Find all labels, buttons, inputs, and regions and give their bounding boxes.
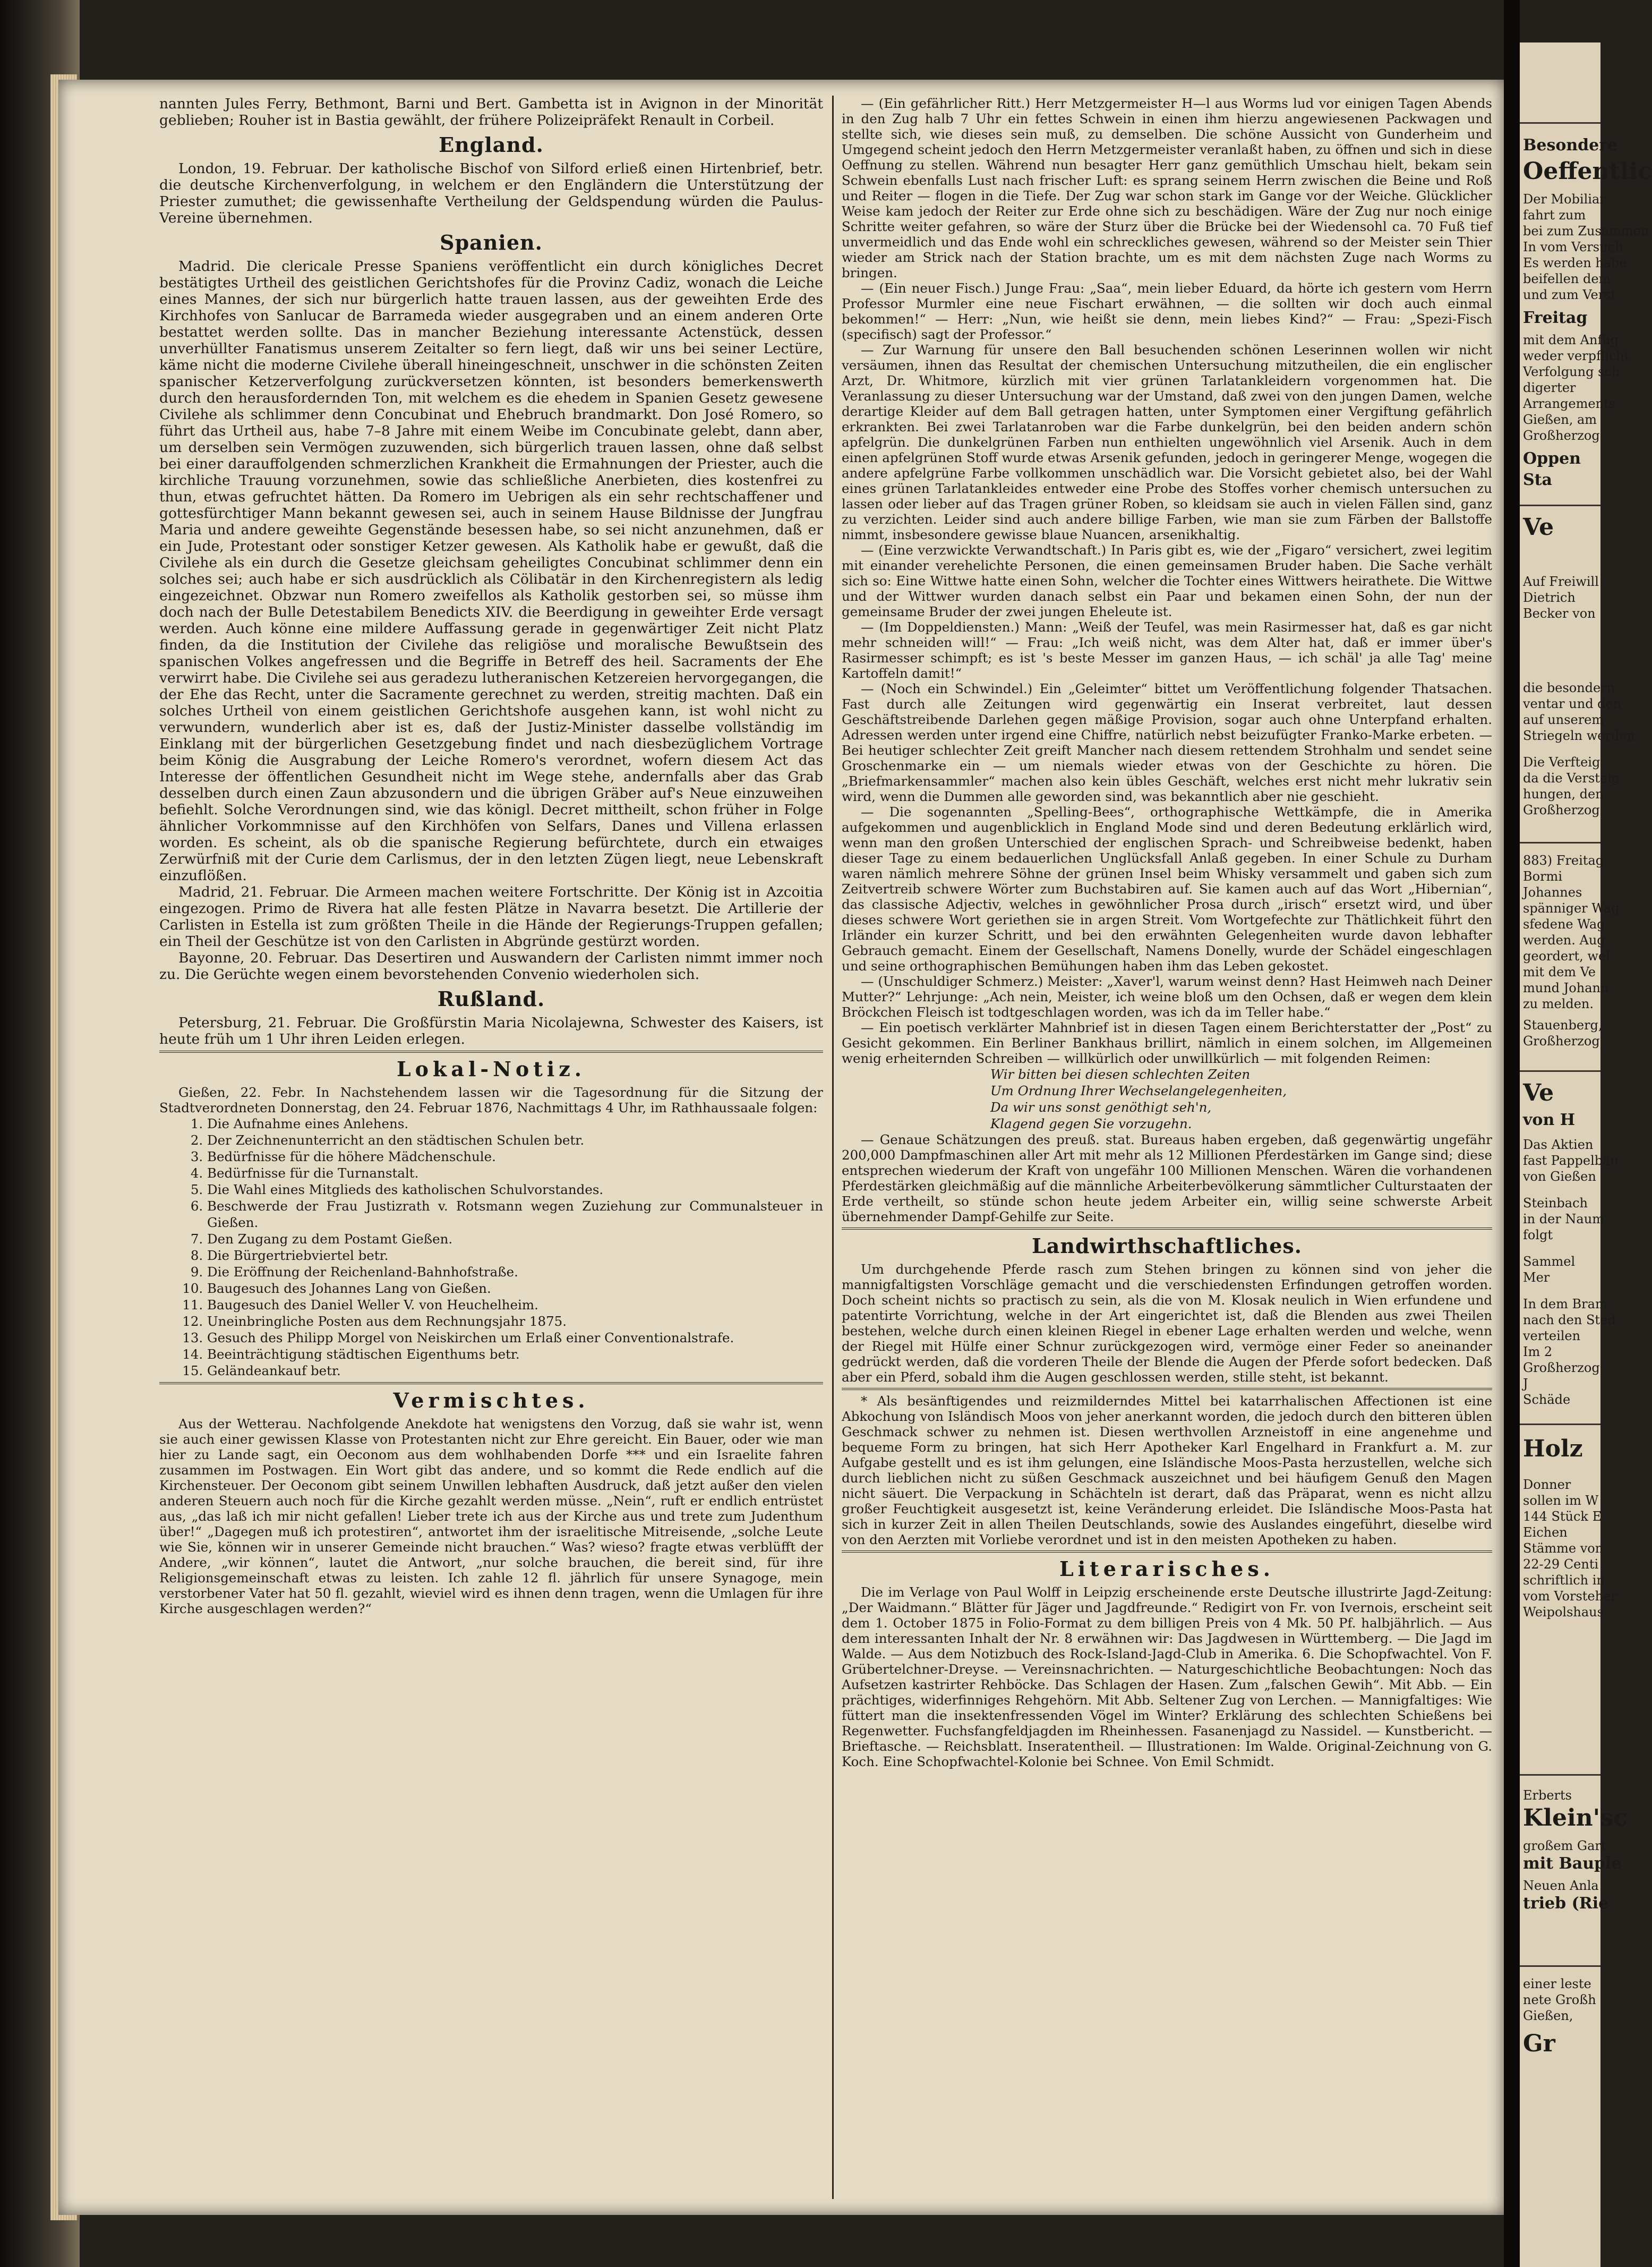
landwirthschaftliches-article: Um durchgehende Pferde rasch zum Stehen bringen zu können sind von jeher die mannigfaltigsten Vorschläge gemacht und die verschiedensten Erfindungen getroffen worden. Doch scheint nichts so practisch zu sein, als die von M. Klosak neulich in Wien erfundene und patentirte Vorrichtung, welche in der Art eingerichtet ist, daß die Blenden aus zwei Theilen bestehen, welche durch einen kleinen Riegel in ebener Lage erhalten werden und welche, wenn der Riegel mit Hülfe einer Schnur zurückgezogen wird, vermöge einer Feder so aneinander gedrückt werden, daß die vorderen Theile der Blende die Augen der Pferde sofort bedecken. Daß aber ein Pferd, sobald ihm die Augen geschlossen werden, stille steht, ist bekannt. bbox=[842, 1262, 1492, 1385]
vermischtes-article: Aus der Wetterau. Nachfolgende Anekdote hat wenigstens den Vorzug, daß sie wahr ist, wenn sie auch einer gewissen Klasse von Protestanten nicht zur Ehre gereicht. Ein Bauer, oder wie man hier zu Lande sagt, ein Oeconom aus dem wohlhabenden Dorfe *** und ein Israelite fahren zusammen im Postwagen. Ein Wort gibt das andere, und so kommt die Rede endlich auf die Kirchensteuer. Der Oeconom gibt seinem Unwillen lebhaften Ausdruck, daß jetzt außer den vielen anderen Steuern auch noch für die Kirche gezahlt werden müsse. „Nein“, ruft er endlich entrüstet aus, „das laß ich mir nicht gefallen! Lieber trete ich aus der Kirche aus und trete zum Judenthum über!“ „Dagegen muß ich protestiren“, antwortet ihm der israelitische Mitreisende, „solche Leute wie Sie, können wir in unserer Gemeinde nicht brauchen.“ Was? wieso? fragte etwas verblüfft der Andere, „wir können“, lautet die Antwort, „nur solche brauchen, die bereit sind, für ihre Religionsgemeinschaft etwas zu leisten. Ich zahle 12 fl. jährlich für unsere Synagoge, mein verstorbener Vater hat 50 fl. gezahlt, wieviel wird es ihnen denn tragen, wenn die Umlagen für ihre Kirche ausgeschlagen werden?“ bbox=[159, 1416, 823, 1616]
spanien-heading: Spanien. bbox=[440, 231, 543, 254]
fragment-text: Ve bbox=[1523, 1079, 1554, 1106]
fragment-text: und zum Verst bbox=[1523, 287, 1616, 302]
fragment-text: da die Versteig bbox=[1523, 771, 1620, 786]
fragment-text: Klein'sc bbox=[1523, 1804, 1628, 1831]
fragment-text: Steinbach bbox=[1523, 1196, 1588, 1211]
fragment-text: Verfolgung sch bbox=[1523, 364, 1620, 379]
fragment-text: schriftlich in bbox=[1523, 1573, 1605, 1588]
fragment-text: Weipolshaus bbox=[1523, 1605, 1604, 1620]
fragment-text: werden. Aug bbox=[1523, 933, 1605, 948]
fragment-text: 144 Stück E bbox=[1523, 1509, 1602, 1524]
verwandtschaft-article: — (Eine verzwickte Verwandtschaft.) In Paris gibt es, wie der „Figaro“ versichert, zwei legitim mit einander verehelichte Personen, die einen gemeinsamen Bruder haben. Die Sache verhält sich so: Eine Wittwe hatte einen Sohn, welcher die Tochter eines Wittwers heirathete. Die Wittwe und der Wittwer wurden danach selbst ein Paar und bekamen einen Sohn, der nun der gemeinsame Bruder der zwei jungen Eheleute ist. bbox=[842, 542, 1492, 619]
fragment-text: Arrangements bbox=[1523, 396, 1615, 411]
agenda-item: 13. Gesuch des Philipp Morgel von Neiskirchen um Erlaß einer Conventionalstrafe. bbox=[207, 1329, 823, 1346]
fragment-text: Donner bbox=[1523, 1477, 1571, 1492]
lokal-intro: Gießen, 22. Febr. In Nachstehendem lassen wir die Tagesordnung für die Sitzung der Stadtverordneten Donnerstag, den 24. Februar 1876, Nachmittags 4 Uhr, im Rathhaussaale folgen: bbox=[159, 1085, 823, 1115]
fragment-text: Der Mobiliar bbox=[1523, 192, 1606, 207]
fragment-text: fahrt zum bbox=[1523, 208, 1586, 223]
fragment-text: Oeffentlic bbox=[1523, 158, 1652, 185]
agenda-item: 3. Bedürfnisse für die höhere Mädchenschule. bbox=[207, 1148, 823, 1165]
fragment-text: sollen im W bbox=[1523, 1493, 1599, 1508]
russland-heading: Rußland. bbox=[437, 987, 545, 1011]
poem-line: Da wir uns sonst genöthigt seh'n, bbox=[990, 1100, 1212, 1115]
agenda-item: 11. Baugesuch des Daniel Weller V. von Heuchelheim. bbox=[207, 1297, 823, 1313]
fragment-text: Gießen, bbox=[1523, 2008, 1573, 2023]
moos-pasta-notice: * Als besänftigendes und reizmilderndes Mittel bei katarrhalischen Affectionen ist eine Abkochung von Isländisch Moos von jeher anerkannt worden, die jedoch durch den bitteren üblen Geschmack schwer zu nehmen ist. Diesen werthvollen Arzneistoff in eine angenehme und bequeme Form zu bringen, hat sich Herr Apotheker Karl Engelhard in Frankfurt a. M. zur Aufgabe gestellt und es ist ihm gelungen, eine Isländische Moos-Pasta herzustellen, welche sich durch lieblichen nicht zu süßen Geschmack auszeichnet und bei häufigem Genuß den Magen nicht säuert. Die Verpackung in Schächteln ist derart, daß das Präparat, wenn es nicht allzu großer Feuchtigkeit ausgesetzt ist, keine Veränderung erleidet. Die Isländische Moos-Pasta hat sich in kurzer Zeit in allen Theilen Deutschlands, sowie des Auslandes eingeführt, dieselbe wird von den Aerzten mit Vorliebe verordnet und ist in den meisten Apotheken zu haben. bbox=[842, 1393, 1492, 1547]
fragment-text: Stämme von bbox=[1523, 1541, 1604, 1556]
fragment-text: hungen, den bbox=[1523, 787, 1604, 802]
section-rule bbox=[842, 1228, 1492, 1230]
fragment-text: spänniger Wag bbox=[1523, 901, 1620, 916]
left-column bbox=[159, 96, 823, 1616]
section-rule bbox=[159, 1382, 823, 1384]
fragment-text: Sta bbox=[1523, 471, 1552, 489]
section-rule bbox=[842, 1550, 1492, 1553]
fragment-text: Neuen Anla bbox=[1523, 1878, 1599, 1893]
fragment-text: Schäde bbox=[1523, 1392, 1571, 1407]
column-divider bbox=[832, 96, 834, 2199]
agenda-list bbox=[159, 1115, 823, 1379]
england-heading: England. bbox=[439, 133, 544, 157]
fragment-text: mund Johann bbox=[1523, 981, 1609, 995]
fragment-text: vom Vorsteher bbox=[1523, 1589, 1617, 1604]
fragment-text: Bormi bbox=[1523, 869, 1562, 884]
intro-paragraph: nannten Jules Ferry, Bethmont, Barni und Bert. Gambetta ist in Avignon in der Minorität geblieben; Rouher ist in Bastia gewählt, der frühere Polizeipräfekt Renault in Corbeil. bbox=[159, 96, 823, 129]
agenda-item: 4. Bedürfnisse für die Turnanstalt. bbox=[207, 1165, 823, 1181]
fragment-text: auf unserem bbox=[1523, 712, 1604, 727]
fragment-text: Großherzog bbox=[1523, 803, 1600, 817]
fragment-text: Die Verfteig bbox=[1523, 755, 1600, 770]
next-page-fragment bbox=[1520, 42, 1652, 2267]
fragment-text: Holz bbox=[1523, 1435, 1583, 1462]
fragment-text: großem Gart bbox=[1523, 1838, 1606, 1853]
ad-rule bbox=[1520, 505, 1600, 506]
agenda-item: 10. Baugesuch des Johannes Lang von Gießen. bbox=[207, 1280, 823, 1297]
fragment-text: in der Naum bbox=[1523, 1212, 1604, 1226]
petersburg-article: Petersburg, 21. Februar. Die Großfürstin Maria Nicolajewna, Schwester des Kaisers, ist heute früh um 1 Uhr ihren Leiden erlegen. bbox=[159, 1015, 823, 1047]
mahnbrief-article: — Ein poetisch verklärter Mahnbrief ist in diesen Tagen einem Berichterstatter der „Post“ zu Gesicht gekommen. Ein Berliner Bankhaus brillirt, nämlich in einem solchen, im Allgemeinen wenig erheiternden Schreiben — willkürlich oder unwillkürlich — mit folgenden Reimen: bbox=[842, 1020, 1492, 1066]
ritt-article: — (Ein gefährlicher Ritt.) Herr Metzgermeister H—l aus Worms lud vor einigen Tagen Abends in den Zug halb 7 Uhr ein fettes Schwein in einen ihm hierzu angewiesenen Packwagen und stellte sich, wie dieses sein muß, zu demselben. Die schöne Aussicht von Gunderheim und Umgegend scheint jedoch den Herrn Metzgermeister veranlaßt haben, zu öffnen und sich in diese Oeffnung zu stellen. Während nun besagter Herr ganz gemüthlich Umschau hielt, bekam sein Schwein ebenfalls Lust nach frischer Luft: es sprang seinem Herrn zwischen die Beine und Roß und Reiter — flogen in die Tiefe. Der Zug war schon stark im Gange vor der Weiche. Glücklicher Weise kam jedoch der Reiter zur Erde ohne sich zu beschädigen. Wäre der Zug nur noch einige Schritte weiter gefahren, so wäre der Sturz über die Brücke bei der Wiedensohl ca. 70 Fuß tief unvermeidlich und das Ende wohl ein schreckliches gewesen, während so der Meister sein Thier wieder am Strick nach der Station brachte, um es mit dem nächsten Zuge nach Worms zu bringen. bbox=[842, 96, 1492, 280]
madrid-article-1: Madrid. Die clericale Presse Spaniens veröffentlicht ein durch königliches Decret bestätigtes Urtheil des geistlichen Gerichtshofes für die Provinz Cadiz, wonach die Leiche eines Mannes, der sich nur bürgerlich hatte trauen lassen, aus der geweihten Erde des Kirchhofes von Sanlucar de Barrameda wieder ausgegraben und an einem anderen Orte bestattet werden sollte. Das in mancher Beziehung interessante Actenstück, dessen unverhüllter Fanatismus unserem Zeitalter so fern liegt, daß wir uns bei seiner Lectüre, käme nicht die moderne Civilehe überall hineingeschneit, unschwer in die schönsten Zeiten spanischer Ketzerverfolgung zurückversetzen könnten, ist besonders bemerkenswerth durch den herausfordernden Ton, mit welchem es die ehedem in Spanien Gesetz gewesene Civilehe als schlimmer denn Concubinat und Ehebruch brandmarkt. Don José Romero, so führt das Urtheil aus, habe 7–8 Jahre mit einem Weibe im Concubinate gelebt, dann aber, um derselben sein Vermögen zuzuwenden, sich bürgerlich trauen lassen, ohne daß selbst bei einer darauffolgenden schmerzlichen Krankheit die Ermahnungen der Priester, auch die kirchliche Trauung vorzunehmen, sowie das schließliche Anerbieten, dies kostenfrei zu thun, etwas gefruchtet hätten. Da Romero im Uebrigen als ein sehr rechtschaffener und gottesfürchtiger Mann bekannt gewesen sei, auch in seinem Hause Bildnisse der Jungfrau Maria und andere geweihte Gegenstände besessen habe, so sei nicht anzunehmen, daß er ein Jude, Protestant oder sonstiger Ketzer gewesen. Als Katholik habe er gewußt, daß die Civilehe als ein durch die Gesetze gleichsam geheiligtes Concubinat schlimmer denn ein solches sei; auch habe er sich ausdrücklich als Cölibatär in den Kirchenregistern als ledig eingezeichnet. Obzwar nun Romero zweifellos als Katholik gestorben sei, so müsse ihm doch nach der Bulle Detestabilem Benedicts XIV. die Beerdigung in geweihter Erde versagt werden. Auch könne eine mildere Auffassung gerade in gegenwärtiger Zeit nicht Platz finden, da die Institution der Civilehe das religiöse und moralische Bewußtsein des spanischen Volkes angefressen und die Begriffe in Betreff des heil. Sacraments der Ehe verwirrt habe. Die Civilehe sei aus geradezu lutheranischen Ketzereien hervorgegangen, die der Ehe das Recht, unter die Sacramente gerechnet zu werden, streitig machten. Daß ein solches Urtheil von einem geistlichen Gerichtshofe ausgehen kann, ist wohl nicht zu verwundern, wunderlich aber ist es, daß der Justiz-Minister dasselbe vollständig im Einklang mit der bürgerlichen Gesetzgebung findet und nach diesbezüglichem Vortrage beim König die Ausgrabung der Leiche Romero's verordnet, wofern diesem Act das Interesse der öffentlichen Gesundheit nicht im Wege stehe, andernfalls aber das Grab desselben durch einen Zaun abzusondern und die übrigen Gräber auf's Neue einzuweihen befiehlt. Solche Verordnungen sind, wie das königl. Decret mittheilt, schon früher in Folge ähnlicher Vorkommnisse auf den Kirchhöfen von Selfars, Danes und Villena erlassen worden. Es scheint, als ob die spanische Regierung befürchtete, durch ein etwaiges Zerwürfniß mit der Curie dem Carlismus, der in den letzten Zügen liegt, neue Lebenskraft einzuflößen. bbox=[159, 258, 823, 884]
ad-rule bbox=[1520, 122, 1600, 124]
fragment-text: Freitag bbox=[1523, 309, 1588, 327]
fragment-text: ventar und den bbox=[1523, 696, 1622, 711]
ad-rule bbox=[1520, 842, 1600, 843]
fragment-text: Eichen bbox=[1523, 1525, 1568, 1540]
doppeldienst-article: — (Im Doppeldiensten.) Mann: „Weiß der Teufel, was mein Rasirmesser hat, daß es gar nicht mehr schneiden will!“ — Frau: „Ich weiß nicht, was dem Alter hat, daß er immer über's Rasirmesser schimpft; es ist 's beste Messer im ganzen Haus, — ich schäl' ja alle Tag' meine Kartoffeln damit!“ bbox=[842, 619, 1492, 681]
ad-rule bbox=[1520, 1424, 1600, 1425]
spelling-bees-article: — Die sogenannten „Spelling-Bees“, orthographische Wettkämpfe, die in Amerika aufgekommen und augenblicklich in England Mode sind und deren Bedeutung erklärlich wird, wenn man den großen Unterschied der englischen Sprach- und Schreibweise bedenkt, haben dieser Tage zu einem bedauerlichen Unglücksfall Anlaß gegeben. In einer Schule zu Durham waren nämlich mehrere Söhne der grünen Insel beim Whisky versammelt und gaben sich zum Zeitvertreib schwere Wörter zum Buchstabiren auf. Sie kamen auch auf das Wort „Hibernian“, das classische Adjectiv, welches in gewöhnlicher Prosa durch „irisch“ ersetzt wird, und über dieses schwere Wort geriethen sie in argen Streit. Vom Wortgefechte zur Thätlichkeit führt den Irländer ein kurzer Schritt, und bei den erwähnten Gelegenheiten wurde davon lebhafter Gebrauch gemacht. Einem der Gesellschaft, Namens Donelly, wurde der Schädel eingeschlagen und seine orthographischen Bemühungen haben ihm das Leben gekostet. bbox=[842, 804, 1492, 974]
fragment-text: Erberts bbox=[1523, 1788, 1572, 1803]
agenda-item: 15. Geländeankauf betr. bbox=[207, 1362, 823, 1379]
agenda-item: 5. Die Wahl eines Mitglieds des katholischen Schulvorstandes. bbox=[207, 1181, 823, 1198]
fragment-text: Mer bbox=[1523, 1270, 1550, 1285]
fragment-text: die besondern bbox=[1523, 680, 1615, 695]
fragment-text: trieb (Rie bbox=[1523, 1894, 1609, 1913]
poem-line: Klagend gegen Sie vorzugehn. bbox=[990, 1116, 1192, 1131]
fragment-text: von H bbox=[1523, 1111, 1576, 1129]
fragment-text: weder verpflicht bbox=[1523, 348, 1630, 363]
poem-line: Wir bitten bei diesen schlechten Zeiten bbox=[990, 1067, 1251, 1082]
madrid-article-2: Madrid, 21. Februar. Die Armeen machen weitere Fortschritte. Der König ist in Azcoitia eingezogen. Primo de Rivera hat alle festen Plätze in Navarra besetzt. Die Artillerie der Carlisten in Estella ist zum größten Theile in die Hände der Regierungs-Truppen gefallen; ein Theil der Geschütze ist von den Carlisten in Abgründe gestürzt worden. bbox=[159, 884, 823, 950]
vermischtes-heading: Vermischtes. bbox=[393, 1388, 589, 1412]
fragment-text: folgt bbox=[1523, 1228, 1553, 1242]
fragment-text: Besondere bbox=[1523, 136, 1618, 155]
fragment-text: digerter bbox=[1523, 380, 1576, 395]
fragment-text: geordert, wel bbox=[1523, 949, 1610, 964]
fragment-text: Großherzog bbox=[1523, 1360, 1600, 1375]
fragment-text: 22-29 Centi bbox=[1523, 1557, 1599, 1572]
landwirthschaftliches-heading: Landwirthschaftliches. bbox=[1031, 1234, 1302, 1258]
london-article: London, 19. Februar. Der katholische Bischof von Silford erließ einen Hirtenbrief, betr. die deutsche Kirchenverfolgung, in welchem er den Engländern die Unterstützung der Priester zumuthet; die gewissenhafte Vertheilung der Geldspendung würden die Paulus-Vereine übernehmen. bbox=[159, 160, 823, 226]
schwindel-article: — (Noch ein Schwindel.) Ein „Geleimter“ bittet um Veröffentlichung folgender Thatsachen. Fast durch alle Zeitungen wird gegenwärtig ein Inserat verbreitet, laut dessen Geschäftstreibende Darlehen gegen mäßige Provision, sogar auch ohne Unterpfand erhalten. Adressen werden unter irgend eine Chiffre, natürlich nebst beizufügter Franko-Marke erbeten. — Bei heutiger schlechter Zeit greift Mancher nach diesem rettendem Strohhalm und sendet seine Groschenmarke ein — um niemals wieder etwas von der Geschichte zu hören. Die „Briefmarkensammler“ machen also kein übles Geschäft, welches erst nicht mehr lukrativ sein wird, wenn die Dummen alle geworden sind, was bekanntlich aber nie geschieht. bbox=[842, 681, 1492, 804]
fragment-text: mit dem Ve bbox=[1523, 965, 1596, 979]
fragment-text: Das Aktien bbox=[1523, 1137, 1594, 1152]
fragment-text: Gießen, am bbox=[1523, 412, 1597, 427]
agenda-item: 6. Beschwerde der Frau Justizrath v. Rotsmann wegen Zuziehung zur Communalsteuer in Gießen. bbox=[207, 1198, 823, 1231]
fragment-text: mit Bauple bbox=[1523, 1854, 1622, 1873]
fragment-text: Striegeln werden bbox=[1523, 728, 1636, 743]
agenda-item: 12. Uneinbringliche Posten aus dem Rechnungsjahr 1875. bbox=[207, 1313, 823, 1329]
fragment-text: Stauenberg, bbox=[1523, 1018, 1603, 1033]
fragment-text: nete Großh bbox=[1523, 1992, 1596, 2007]
warnung-article: — Zur Warnung für unsere den Ball besuchenden schönen Leserinnen wollen wir nicht versäumen, ihnen das Resultat der chemischen Untersuchung mitzutheilen, die ein englischer Arzt, Dr. Whitmore, kürzlich mit vier grünen Tarlatankleidern vorgenommen hat. Die Veranlassung zu dieser Untersuchung war der Umstand, daß zwei von den jungen Damen, welche derartige Kleider auf dem Ball getragen hatten, unter Symptomen einer Vergiftung gefährlich erkrankten. Bei zwei Tarlatanroben war die Farbe dunkelgrün, bei den beiden andern schön apfelgrün. Die dunkelgrünen Farben nun enthielten ungewöhnlich viel Arsenik. Auch in dem einen apfelgrünen Stoff wurde etwas Arsenik gefunden, jedoch in geringerer Menge, wogegen die andere apfelgrüne Farbe vollkommen unschädlich war. Die Vorsicht gebietet also, bei der Wahl eines grünen Tarlatankleides entweder eine Probe des Stoffes vorher chemisch untersuchen zu lassen oder lieber auf das Tragen grüner Roben, so kleidsam sie auch in vielen Fällen sind, ganz zu verzichten. Leider sind auch andere billige Farben, wie man sie zum Färben der Ballstoffe nimmt, insbesondere gewisse blaue Nuancen, arsenikhaltig. bbox=[842, 342, 1492, 542]
fragment-text: Im 2 bbox=[1523, 1344, 1553, 1359]
fragment-text: Auf Freiwill bbox=[1523, 574, 1599, 589]
literarisches-heading: Literarisches. bbox=[1059, 1557, 1274, 1581]
book-gutter bbox=[1504, 0, 1520, 2267]
fragment-text: Großherzog bbox=[1523, 428, 1600, 443]
ad-rule bbox=[1520, 1774, 1600, 1776]
fragment-text: Großherzog bbox=[1523, 1034, 1600, 1049]
agenda-item: 9. Die Eröffnung der Reichenland-Bahnhofstraße. bbox=[207, 1264, 823, 1280]
agenda-item: 2. Der Zeichnenunterricht an den städtischen Schulen betr. bbox=[207, 1132, 823, 1148]
fragment-text: Ve bbox=[1523, 514, 1554, 541]
agenda-item: 7. Den Zugang zu dem Postamt Gießen. bbox=[207, 1231, 823, 1247]
bayonne-article: Bayonne, 20. Februar. Das Desertiren und Auswandern der Carlisten nimmt immer noch zu. Die Gerüchte wegen einem bevorstehenden Convenio wiederholen sich. bbox=[159, 950, 823, 983]
fragment-text: Becker von bbox=[1523, 606, 1596, 621]
fragment-text: fast Pappelbäu bbox=[1523, 1153, 1619, 1168]
fragment-text: zu melden. bbox=[1523, 996, 1594, 1011]
literarisches-article: Die im Verlage von Paul Wolff in Leipzig erscheinende erste Deutsche illustrirte Jagd-Zeitung: „Der Waidmann.“ Blätter für Jäger und Jagdfreunde.“ Redigirt von Fr. von Ivernois, erscheint seit dem 1. October 1875 in Folio-Format zu dem billigen Preis von 4 Mk. 50 Pf. halbjährlich. — Aus dem interessanten Inhalt der Nr. 8 erwähnen wir: Das Jagdwesen in Württemberg. — Die Jagd im Walde. — Aus dem Notizbuch des Rock-Island-Jagd-Club in Amerika. 6. Die Schopfwachtel. Von F. Grübertelchner-Dreyse. — Vereinsnachrichten. — Naturgeschichtliche Beobachtungen: Noch das Aufsetzen kastrirter Rehböcke. Das Schlagen der Hasen. Zum „falschen Gewih“. Mit Abb. — Ein prächtiges, widerfinniges Rehgehörn. Mit Abb. Seltener Zug von Lerchen. — Mannigfaltiges: Wie füttert man die insektenfressenden Vögel im Winter? Erklärung des schlechten Schießens bei Regenwetter. Fuchsfangfeldjagden im Rheinhessen. Fasanenjagd zu Nassidel. — Kunstbericht. — Brieftasche. — Reichsblatt. Inseratentheil. — Illustrationen: Im Walde. Original-Zeichnung von G. Koch. Eine Schopfwachtel-Kolonie bei Schnee. Von Emil Schmidt. bbox=[842, 1584, 1492, 1769]
fragment-text: beifellen dem bbox=[1523, 271, 1611, 286]
section-rule bbox=[842, 1388, 1492, 1390]
section-rule bbox=[159, 1051, 823, 1053]
fragment-text: verteilen bbox=[1523, 1328, 1581, 1343]
ad-rule bbox=[1520, 1070, 1600, 1072]
right-column bbox=[842, 96, 1492, 1769]
fragment-text: mit dem Anfüg bbox=[1523, 333, 1619, 347]
fragment-text: Sammel bbox=[1523, 1254, 1576, 1269]
fragment-text: 883) Freitag bbox=[1523, 853, 1604, 868]
fragment-text: Oppen bbox=[1523, 449, 1581, 468]
lokal-notiz-heading: Lokal-Notiz. bbox=[396, 1057, 586, 1081]
fragment-text: bei zum Zusammen bbox=[1523, 224, 1649, 238]
fragment-text: Es werden habe bbox=[1523, 255, 1627, 270]
mahnbrief-poem bbox=[842, 1066, 1492, 1132]
agenda-item: 8. Die Bürgertriebviertel betr. bbox=[207, 1247, 823, 1264]
fragment-text: einer leste bbox=[1523, 1976, 1591, 1991]
fragment-text: von Gießen bbox=[1523, 1169, 1596, 1184]
fragment-text: Gr bbox=[1523, 2030, 1555, 2057]
ad-rule bbox=[1520, 1965, 1600, 1967]
poem-line: Um Ordnung Ihrer Wechselangelegenheiten, bbox=[990, 1083, 1287, 1098]
fragment-text: In vom Versuch bbox=[1523, 240, 1623, 254]
schmerz-article: — (Unschuldiger Schmerz.) Meister: „Xaver'l, warum weinst denn? Hast Heimweh nach Deiner Mutter?“ Lehrjunge: „Ach nein, Meister, ich weine bloß um den Ochsen, daß er wegen dem klein Bröckchen Fleisch ist todtgeschlagen worden, was ich da im Teller habe.“ bbox=[842, 974, 1492, 1020]
fragment-text: nach den Sted bbox=[1523, 1313, 1616, 1327]
agenda-item: 1. Die Aufnahme eines Anlehens. bbox=[207, 1115, 823, 1132]
fragment-text: J bbox=[1523, 1376, 1528, 1391]
fragment-text: sfedene Wag bbox=[1523, 917, 1605, 932]
fragment-text: In dem Bram bbox=[1523, 1297, 1607, 1311]
fragment-text: Dietrich bbox=[1523, 590, 1576, 605]
fragment-text: Johannes bbox=[1523, 885, 1582, 900]
fisch-article: — (Ein neuer Fisch.) Junge Frau: „Saa“, mein lieber Eduard, da hörte ich gestern vom Herrn Professor Murmler eine neue Fischart erwähnen, — die sollten wir doch auch einmal bekommen!“ — Herr: „Nun, wie heißt sie denn, mein liebes Kind?“ — Frau: „Spezi-Fisch (specifisch) sagt der Professor.“ bbox=[842, 280, 1492, 342]
agenda-item: 14. Beeinträchtigung städtischen Eigenthums betr. bbox=[207, 1346, 823, 1362]
schaetzungen-article: — Genaue Schätzungen des preuß. stat. Bureaus haben ergeben, daß gegenwärtig ungefähr 200,000 Dampfmaschinen aller Art mit mehr als 12 Millionen Pferdestärken im Gange sind; diese entsprechen wiederum der Kraft von ungefähr 100 Millionen Menschen. Wären die vorhandenen Pferdestärken gleichmäßig auf die männliche Arbeiterbevölkerung sämmtlicher Culturstaaten der Erde vertheilt, so stünde schon heute jedem Arbeiter ein, willig seine schwerste Arbeit übernehmender Dampf-Gehilfe zur Seite. bbox=[842, 1132, 1492, 1224]
